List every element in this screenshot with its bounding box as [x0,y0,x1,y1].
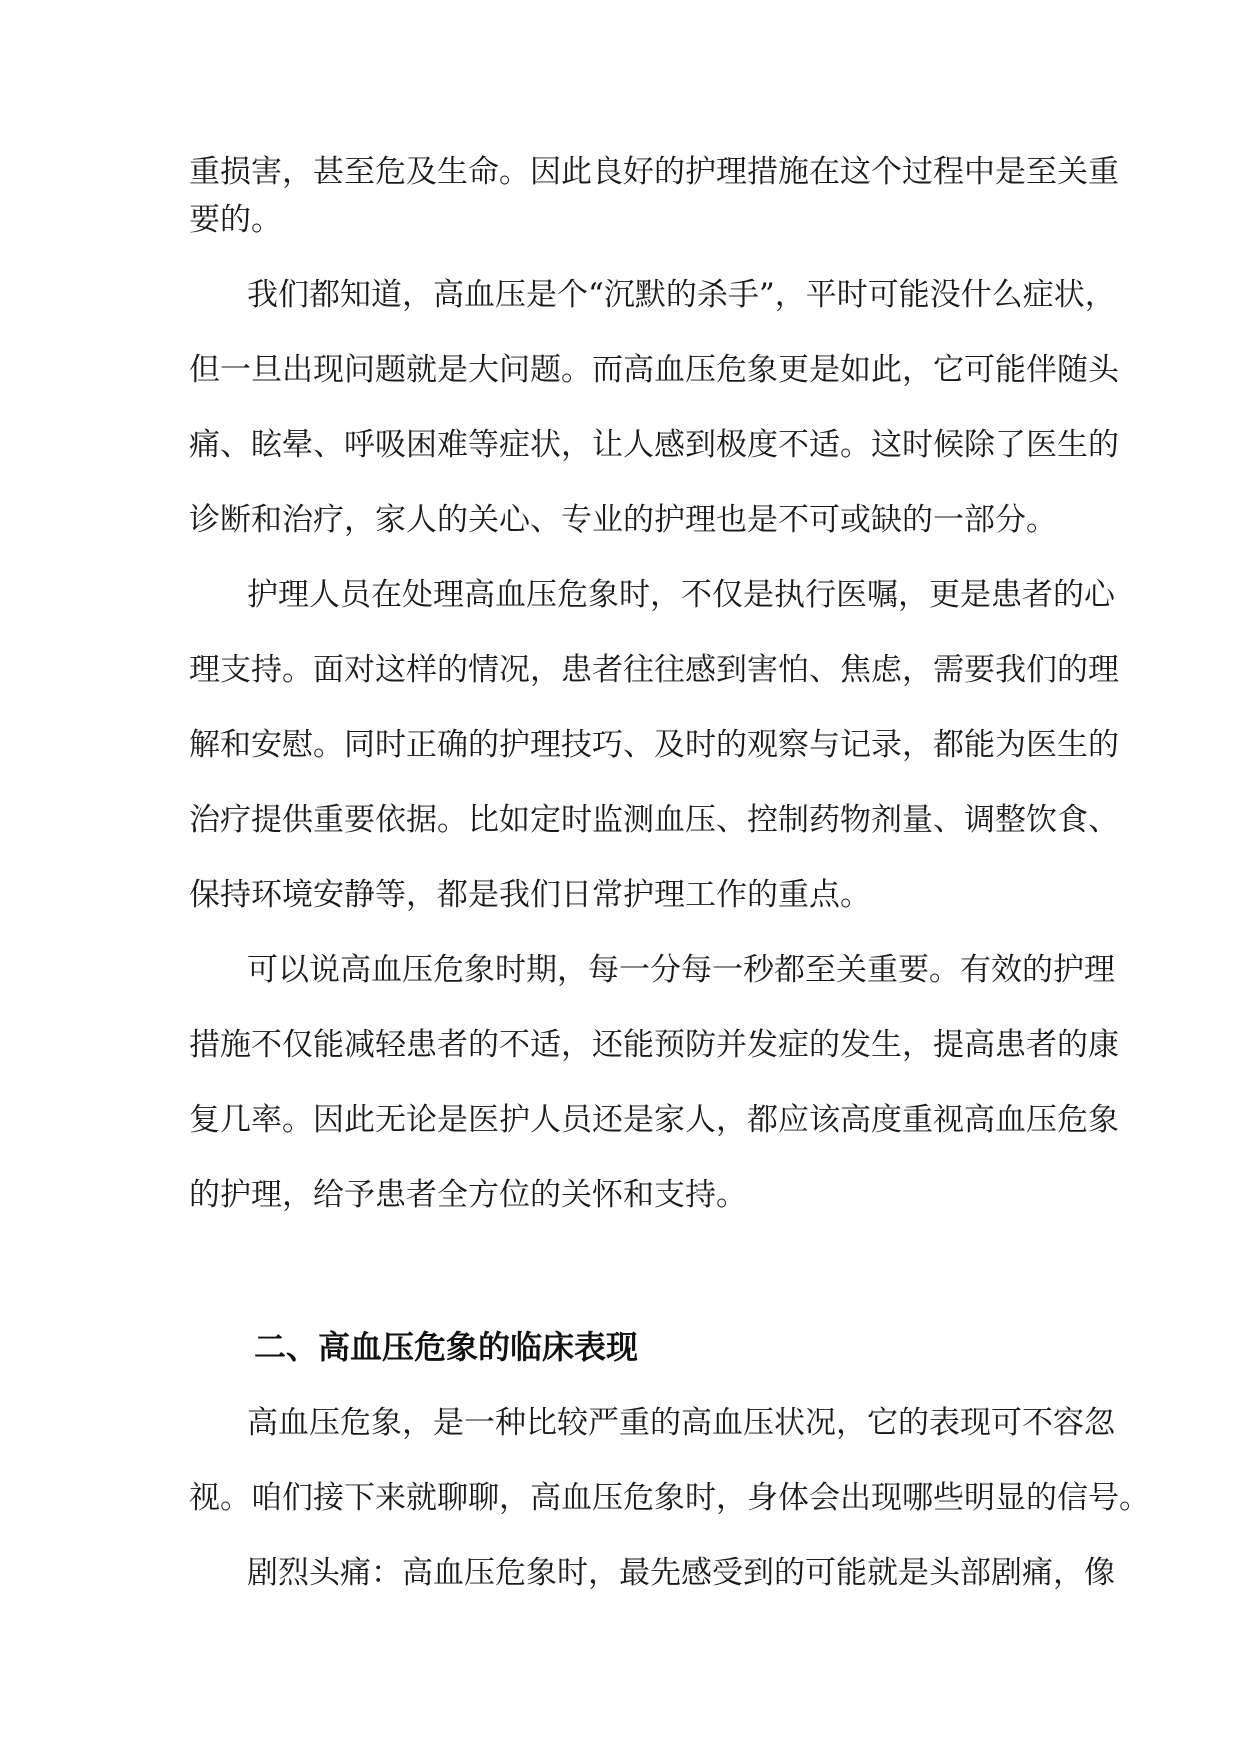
paragraph-1-line-2: 要的。 [189,202,282,238]
paragraph-2-line-2: 但一旦出现问题就是大问题。而高血压危象更是如此，它可能伴随头 [189,352,1119,388]
paragraph-3-line-3: 解和安慰。同时正确的护理技巧、及时的观察与记录，都能为医生的 [189,727,1119,763]
paragraph-1-line-1: 重损害，甚至危及生命。因此良好的护理措施在这个过程中是至关重 [189,154,1119,190]
paragraph-4-line-3: 复几率。因此无论是医护人员还是家人，都应该高度重视高血压危象 [189,1102,1119,1138]
paragraph-2-line-3: 痛、眩晕、呼吸困难等症状，让人感到极度不适。这时候除了医生的 [189,427,1119,463]
paragraph-4-line-1: 可以说高血压危象时期，每一分每一秒都至关重要。有效的护理 [247,952,1115,988]
section-paragraph-1-line-2: 视。咱们接下来就聊聊，高血压危象时，身体会出现哪些明显的信号。 [189,1480,1150,1516]
paragraph-4-line-4: 的护理，给予患者全方位的关怀和支持。 [189,1177,747,1213]
paragraph-3-line-4: 治疗提供重要依据。比如定时监测血压、控制药物剂量、调整饮食、 [189,802,1119,838]
section-heading: 二、高血压危象的临床表现 [254,1328,639,1366]
paragraph-3-line-1: 护理人员在处理高血压危象时，不仅是执行医嘱，更是患者的心 [247,577,1115,613]
paragraph-2-line-4: 诊断和治疗，家人的关心、专业的护理也是不可或缺的一部分。 [189,502,1057,538]
section-paragraph-2-line-1: 剧烈头痛：高血压危象时，最先感受到的可能就是头部剧痛，像 [247,1555,1115,1591]
paragraph-2-line-1: 我们都知道，高血压是个“沉默的杀手”，平时可能没什么症状， [247,277,1116,313]
section-paragraph-1-line-1: 高血压危象，是一种比较严重的高血压状况，它的表现可不容忽 [247,1405,1115,1441]
paragraph-4-line-2: 措施不仅能减轻患者的不适，还能预防并发症的发生，提高患者的康 [189,1027,1119,1063]
paragraph-3-line-5: 保持环境安静等，都是我们日常护理工作的重点。 [189,877,871,913]
paragraph-3-line-2: 理支持。面对这样的情况，患者往往感到害怕、焦虑，需要我们的理 [189,652,1119,688]
